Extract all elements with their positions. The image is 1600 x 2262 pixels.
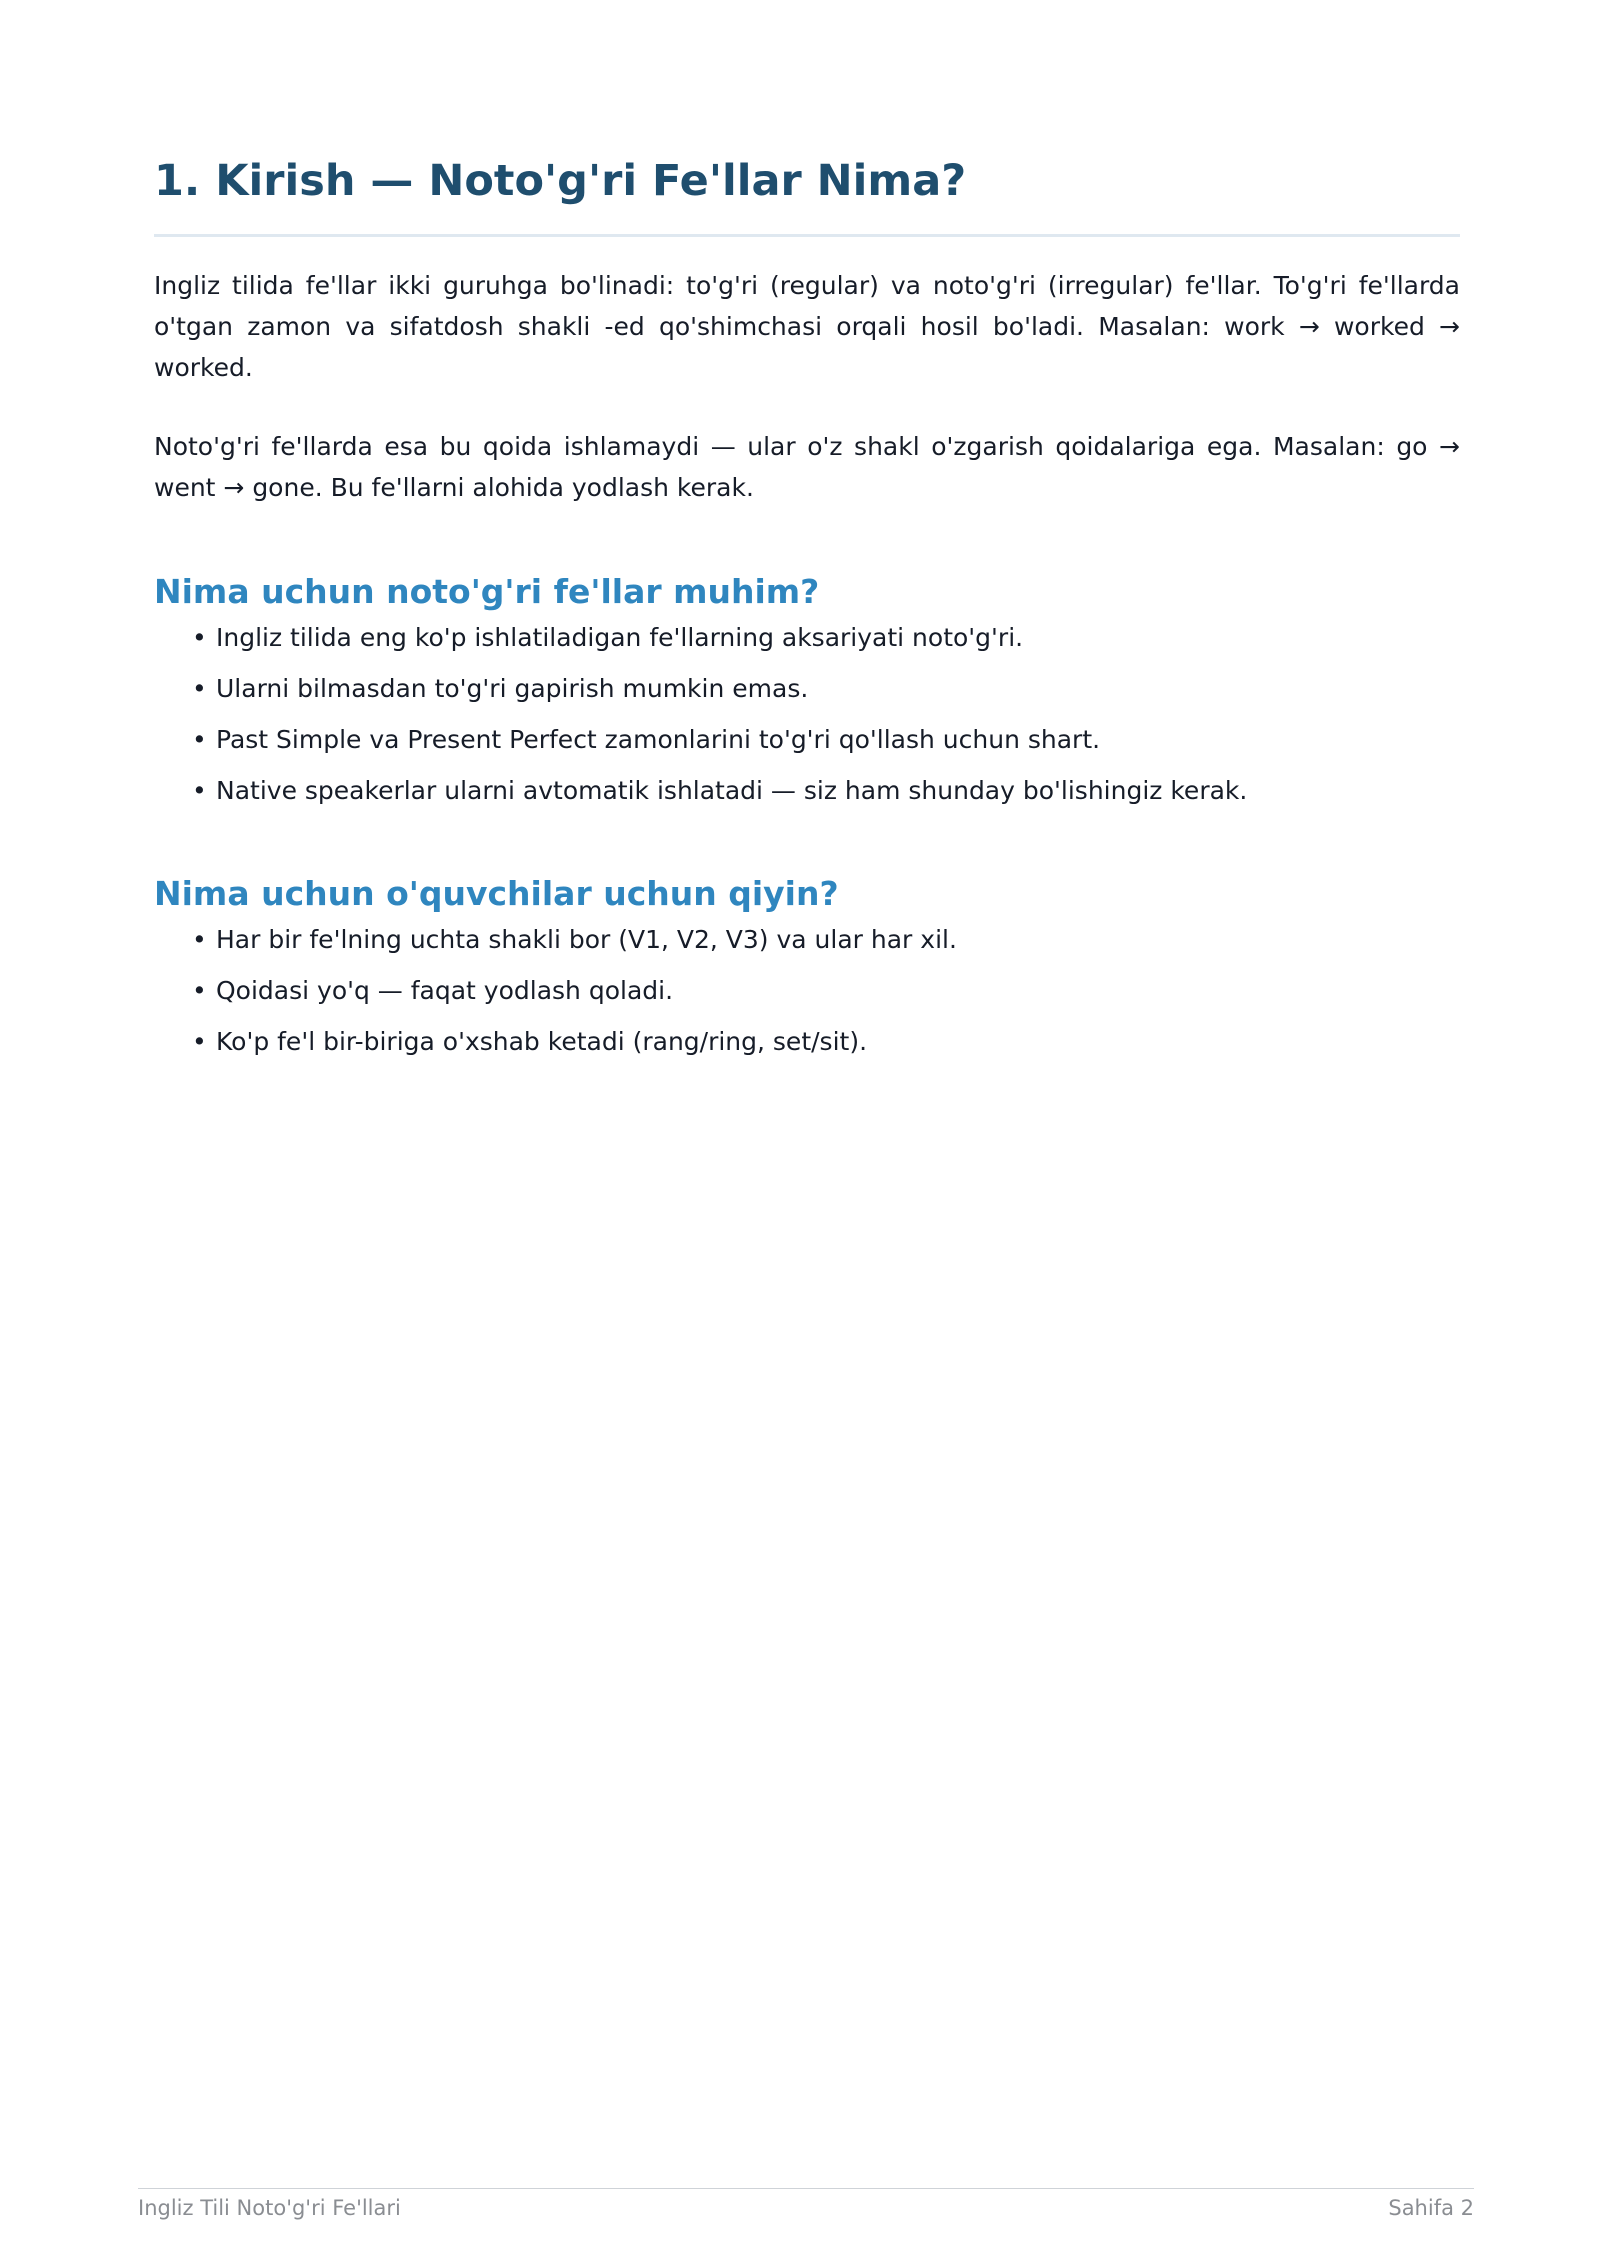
bullet-icon: • — [192, 623, 207, 652]
bullet-icon: • — [192, 1027, 207, 1056]
bullet-icon: • — [192, 674, 207, 703]
list-item-text: Qoidasi yo'q — faqat yodlash qoladi. — [216, 976, 674, 1005]
intro-paragraph: Ingliz tilida fe'llar ikki guruhga bo'linadi: to'g'ri (regular) va noto'g'ri (irregular) fe'llar. To'g'ri fe'llarda o'tgan zamon va sifatdosh shakli -ed qo'shimchasi orqali hosil bo'ladi. Masalan: work → worked → worked. — [154, 271, 1460, 382]
list-item-text: Past Simple va Present Perfect zamonlarini to'g'ri qo'llash uchun shart. — [216, 725, 1101, 754]
page-title: 1. Kirish — Noto'g'ri Fe'llar Nima? — [154, 150, 1460, 237]
bullet-icon: • — [192, 976, 207, 1005]
list-item — [192, 620, 1460, 655]
footer-document-title: Ingliz Tili Noto'g'ri Fe'llari — [138, 2196, 401, 2220]
footer-page-number: Sahifa 2 — [1388, 2196, 1474, 2220]
page-content — [154, 150, 1460, 1075]
section-heading-difficulty: Nima uchun o'quvchilar uchun qiyin? — [154, 874, 839, 913]
list-item — [192, 722, 1460, 757]
bullet-icon: • — [192, 725, 207, 754]
list-item — [192, 922, 1460, 957]
list-item — [192, 1024, 1460, 1059]
list-item-text: Ularni bilmasdan to'g'ri gapirish mumkin emas. — [216, 674, 809, 703]
bullet-icon: • — [192, 776, 207, 805]
list-item-text: Native speakerlar ularni avtomatik ishlatadi — siz ham shunday bo'lishingiz kerak. — [216, 776, 1248, 805]
list-item — [192, 773, 1460, 808]
list-item-text: Har bir fe'lning uchta shakli bor (V1, V2, V3) va ular har xil. — [216, 925, 957, 954]
page-footer — [138, 2188, 1474, 2223]
bullet-icon: • — [192, 925, 207, 954]
difficulty-list — [154, 922, 1460, 1059]
importance-list — [154, 620, 1460, 808]
list-item — [192, 671, 1460, 706]
irregular-paragraph: Noto'g'ri fe'llarda esa bu qoida ishlamaydi — ular o'z shakl o'zgarish qoidalariga ega. Masalan: go → went → gone. Bu fe'llarni alohida yodlash kerak. — [154, 432, 1460, 502]
list-item-text: Ko'p fe'l bir-biriga o'xshab ketadi (rang/ring, set/sit). — [216, 1027, 868, 1056]
list-item — [192, 973, 1460, 1008]
section-heading-importance: Nima uchun noto'g'ri fe'llar muhim? — [154, 572, 820, 611]
list-item-text: Ingliz tilida eng ko'p ishlatiladigan fe'llarning aksariyati noto'g'ri. — [216, 623, 1024, 652]
